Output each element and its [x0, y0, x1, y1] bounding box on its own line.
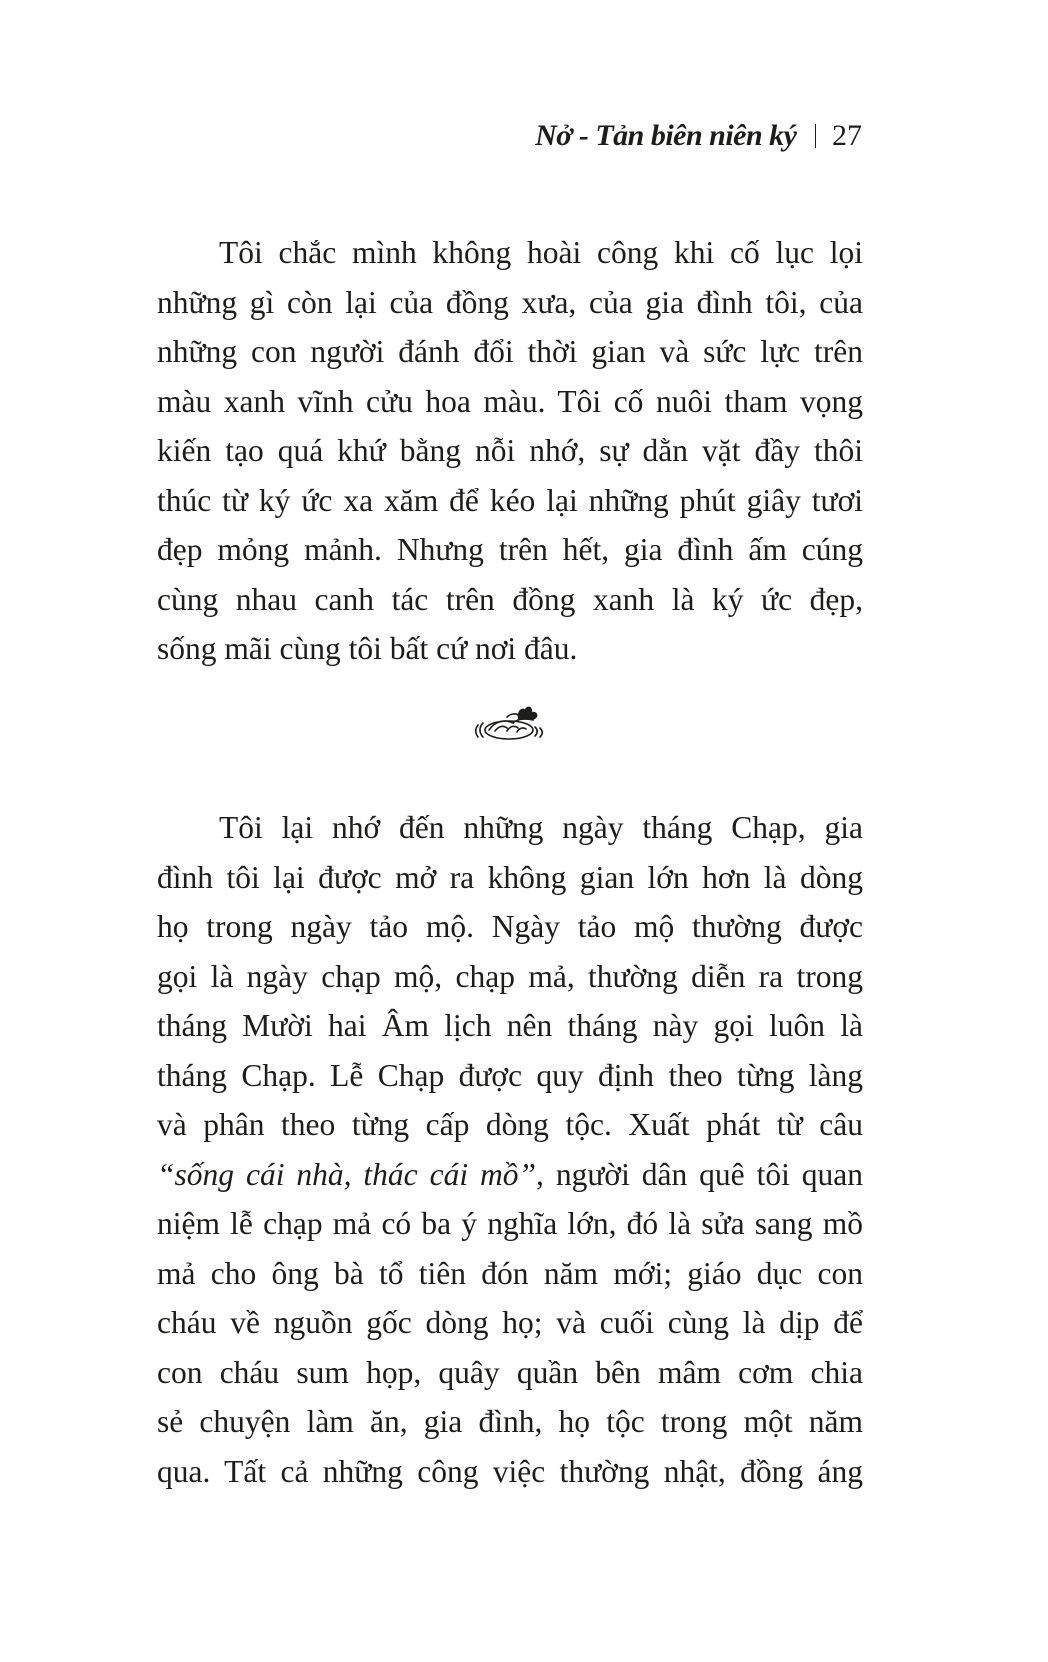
paragraph-1 [157, 228, 863, 674]
text-line: sống mãi cùng tôi bất cứ nơi đâu. [157, 631, 578, 666]
text-line: cháu về nguồn gốc dòng họ; và cuối cùng là dịp để [157, 1305, 863, 1340]
text-line: niệm lễ chạp mả có ba ý nghĩa lớn, đó là sửa sang mồ [157, 1206, 863, 1241]
text-line: thúc từ ký ức xa xăm để kéo lại những phút giây tươi [157, 482, 863, 518]
text-line: những gì còn lại của đồng xưa, của gia đình tôi, của [157, 284, 863, 320]
text-line: gọi là ngày chạp mộ, chạp mả, thường diễn ra trong [157, 958, 863, 994]
text-line: đẹp mỏng mảnh. Nhưng trên hết, gia đình ấm cúng [157, 532, 863, 567]
text-line: Tôi lại nhớ đến những ngày tháng Chạp, gia [219, 810, 863, 845]
quoted-saying: “sống cái nhà, thác cái mồ” [157, 1156, 537, 1192]
running-header [535, 112, 862, 160]
text-line: tháng Mười hai Âm lịch nên tháng này gọi luôn là [157, 1008, 863, 1043]
text-line: tháng Chạp. Lễ Chạp được quy định theo từng làng [157, 1057, 863, 1093]
lotus-boat-icon [473, 697, 553, 747]
paragraph-2 [157, 803, 863, 1496]
text-line: màu xanh vĩnh cửu hoa màu. Tôi cố nuôi tham vọng [157, 383, 863, 419]
text-line: và phân theo từng cấp dòng tộc. Xuất phát từ câu [157, 1107, 863, 1142]
page-number: 27 [832, 119, 862, 152]
text-line: cùng nhau canh tác trên đồng xanh là ký ức đẹp, [157, 581, 863, 617]
text-line: họ trong ngày tảo mộ. Ngày tảo mộ thường được [157, 909, 863, 944]
text-line: qua. Tất cả những công việc thường nhật, đồng áng [157, 1453, 863, 1489]
text-line: Tôi chắc mình không hoài công khi cố lục lọi [219, 235, 863, 270]
book-title: Nở - Tản biên niên ký [535, 119, 797, 152]
text-fragment: , người dân quê tôi quan [536, 1156, 863, 1192]
text-line: mả cho ông bà tổ tiên đón năm mới; giáo dục con [157, 1255, 863, 1291]
text-line: đình tôi lại được mở ra không gian lớn hơn là dòng [157, 859, 863, 895]
header-divider [815, 124, 817, 148]
text-line-with-quote [157, 1150, 863, 1200]
text-line: kiến tạo quá khứ bằng nỗi nhớ, sự dằn vặt đầy thôi [157, 433, 863, 468]
text-line: những con người đánh đổi thời gian và sức lực trên [157, 334, 863, 369]
text-line: con cháu sum họp, quây quần bên mâm cơm chia [157, 1354, 863, 1390]
text-line: sẻ chuyện làm ăn, gia đình, họ tộc trong một năm [157, 1404, 863, 1439]
